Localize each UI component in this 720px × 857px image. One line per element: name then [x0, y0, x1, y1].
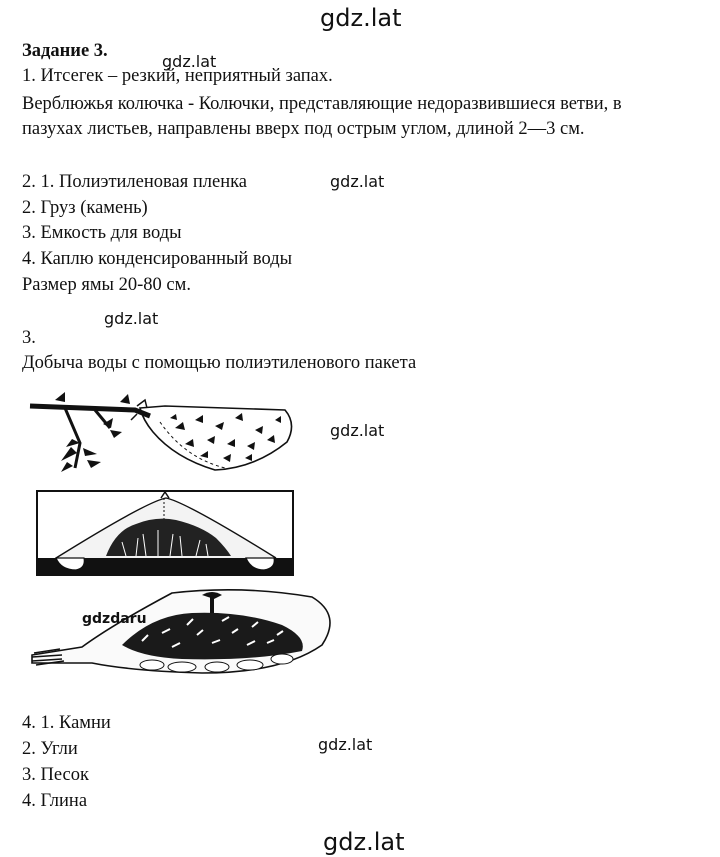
watermark: gdz.lat [330, 421, 385, 440]
list-item: 2. Угли [22, 739, 78, 759]
paragraph-line: пазухах листьев, направлены вверх под острым углом, длиной 2—3 см. [22, 119, 585, 139]
image-logo-watermark: gdzdaru [82, 611, 147, 627]
watermark: gdz.lat [318, 735, 373, 754]
paragraph-line: Верблюжья колючка - Колючки, представляющие недоразвившиеся ветви, в [22, 94, 622, 114]
list-item: 4. Глина [22, 791, 88, 811]
illustration-bag-on-branch [25, 388, 305, 483]
list-item: 2. 1. Полиэтиленовая пленка [22, 172, 248, 192]
section-number: 3. [22, 328, 36, 348]
figure-caption: Добыча воды с помощью полиэтиленового пакета [22, 353, 417, 373]
watermark-top: gdz.lat [320, 4, 402, 32]
list-item: 2. Груз (камень) [22, 198, 148, 218]
watermark: gdz.lat [330, 172, 385, 191]
paragraph-line: 1. Итсегек – резкий, неприятный запах. [22, 66, 333, 86]
watermark: gdz.lat [104, 309, 159, 328]
illustration-bag-with-stones [22, 585, 342, 680]
illustration-solar-still [36, 490, 296, 578]
list-item: 3. Емкость для воды [22, 223, 182, 243]
watermark: gdz.lat [162, 52, 217, 71]
list-item: 3. Песок [22, 765, 89, 785]
list-item: 4. Каплю конденсированный воды [22, 249, 293, 269]
task-title: Задание 3. [22, 41, 108, 61]
watermark-bottom: gdz.lat [323, 828, 405, 856]
pit-size: Размер ямы 20-80 см. [22, 275, 191, 295]
list-item: 4. 1. Камни [22, 713, 111, 733]
